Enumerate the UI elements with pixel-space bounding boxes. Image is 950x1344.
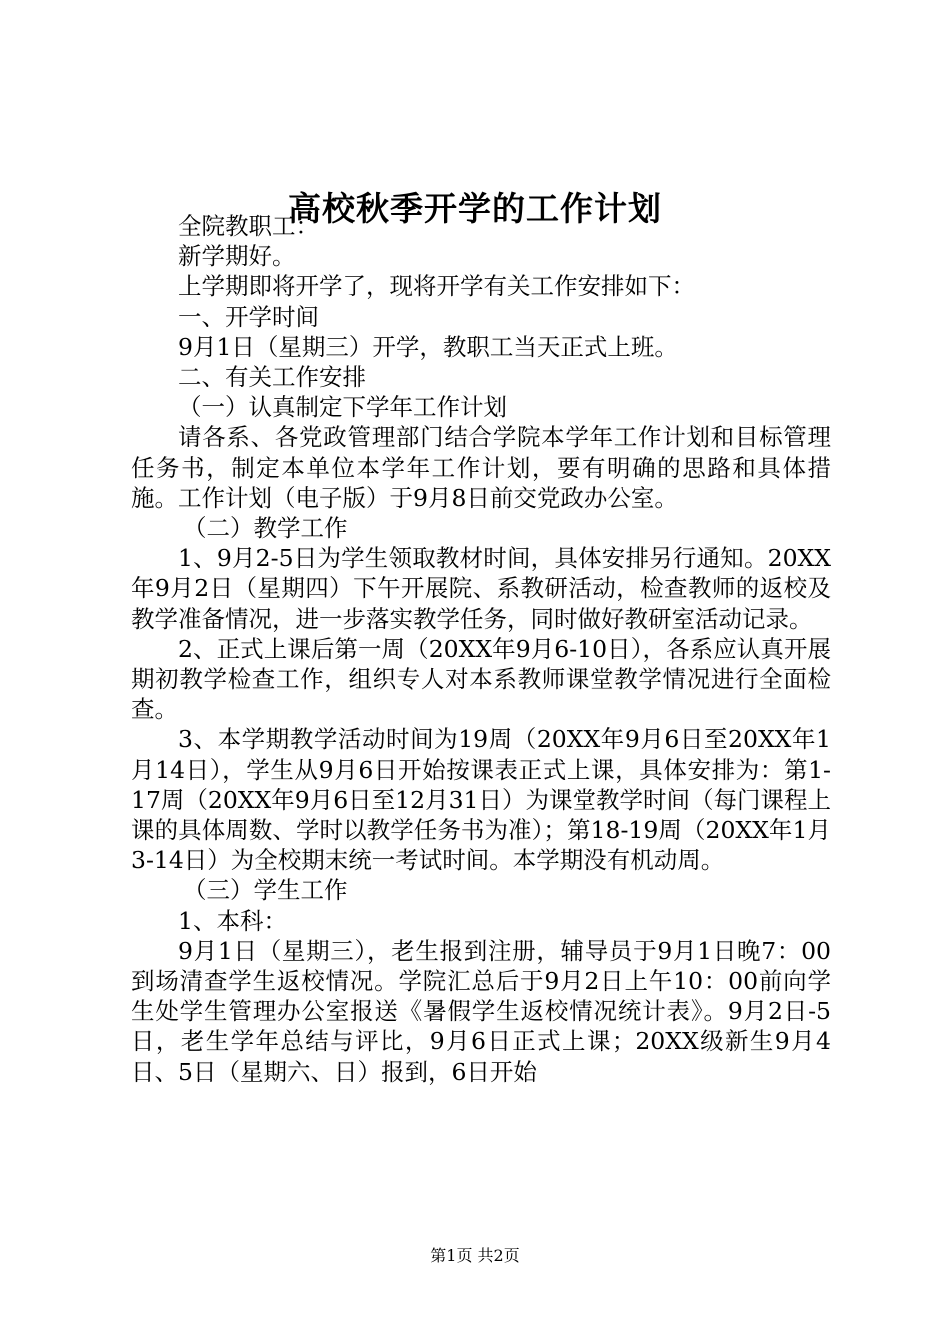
document-body	[131, 211, 831, 1087]
heading-subsection-2: （二）教学工作	[183, 514, 348, 543]
paragraph-teaching-2: 2、正式上课后第一周（20XX年9月6-10日），各系应认真开展期初教学检查工作，组织专人对本系教师课堂教学情况进行全面检查。	[131, 634, 831, 724]
paragraph-salutation: 全院教职工：	[178, 212, 319, 240]
page-number-footer: 第1页 共2页	[430, 1246, 520, 1265]
paragraph-undergrad-label: 1、本科：	[178, 906, 287, 935]
paragraph-greeting: 新学期好。	[178, 242, 296, 271]
paragraph-teaching-1: 1、9月2-5日为学生领取教材时间，具体安排另行通知。20XX年9月2日（星期四）下午开展院、系教研活动，检查教师的返校及教学准备情况，进一步落实教学任务，同时做好教研室活动记录。	[131, 544, 831, 633]
heading-subsection-1: （一）认真制定下学年工作计划	[178, 393, 507, 422]
paragraph-intro: 上学期即将开学了，现将开学有关工作安排如下：	[178, 272, 695, 301]
document-title: 高校秋季开学的工作计划	[288, 189, 662, 228]
paragraph-work-plan: 请各系、各党政管理部门结合学院本学年工作计划和目标管理任务书，制定本单位本学年工作计划，要有明确的思路和具体措施。工作计划（电子版）于9月8日前交党政办公室。	[131, 423, 831, 512]
heading-subsection-3: （三）学生工作	[183, 876, 348, 905]
paragraph-start-date: 9月1日（星期三）开学，教职工当天正式上班。	[178, 332, 678, 361]
heading-section-2: 二、有关工作安排	[178, 363, 366, 392]
heading-section-1: 一、开学时间	[178, 302, 319, 331]
paragraph-teaching-3: 3、本学期教学活动时间为19周（20XX年9月6日至20XX年1月14日），学生从9月6日开始按课表正式上课，具体安排为：第1-17周（20XX年9月6日至12月31日）为课堂教学时间（每门课程上课的具体周数、学时以教学任务书为准）；第18-19周（20XX年1月3-14日）为全校期末统一考试时间。本学期没有机动周。	[131, 725, 831, 875]
paragraph-undergrad-schedule: 9月1日（星期三），老生报到注册，辅导员于9月1日晚7：00到场清查学生返校情况。学院汇总后于9月2日上午10：00前向学生处学生管理办公室报送《暑假学生返校情况统计表》。9月2日-5日，老生学年总结与评比，9月6日正式上课；20XX级新生9月4日、5日（星期六、日）报到，6日开始	[131, 936, 831, 1086]
